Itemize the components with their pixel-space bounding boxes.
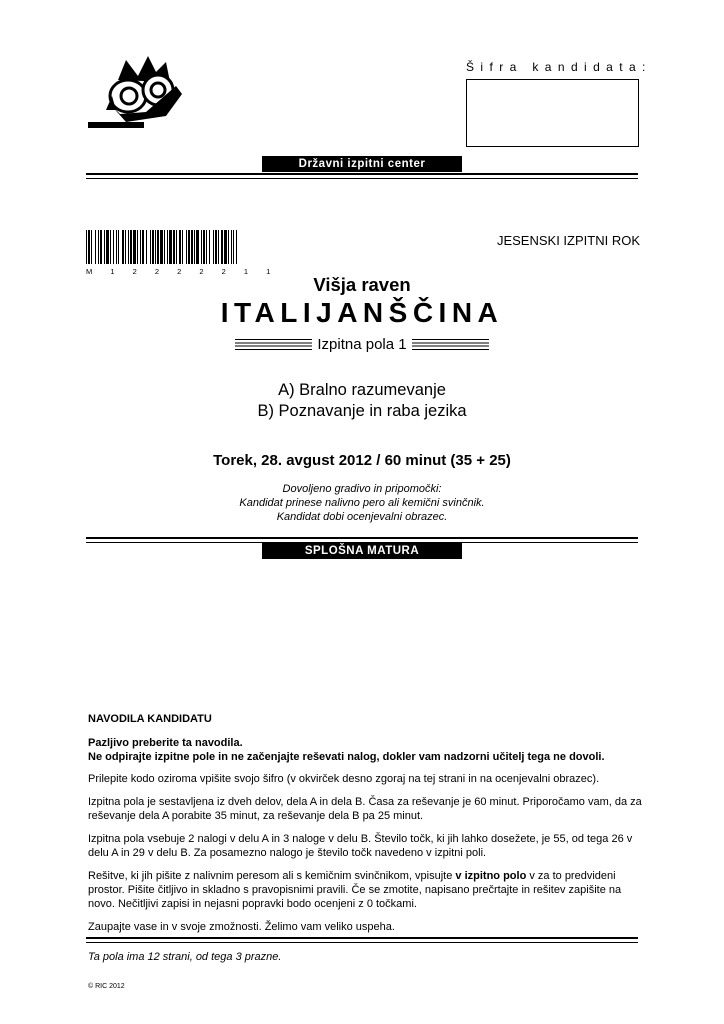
matura-banner: SPLOŠNA MATURA xyxy=(262,543,462,559)
exam-level: Višja raven xyxy=(313,274,411,295)
barcode-bar xyxy=(182,230,183,264)
barcode-bar xyxy=(128,230,129,264)
paper-title: Izpitna pola 1 xyxy=(317,335,407,353)
barcode-bar xyxy=(221,230,223,264)
materials-line-2: Kandidat prinese nalivno pero ali kemični svinčnik. xyxy=(239,497,485,509)
barcode-bar xyxy=(122,230,124,264)
barcode-bar xyxy=(157,230,159,264)
barcode-bar xyxy=(176,230,177,264)
barcode-bar xyxy=(116,230,117,264)
paper-title-row xyxy=(0,335,724,353)
instruction-paragraph-5: Zaupajte vase in v svoje zmožnosti. Želimo vam veliko uspeha. xyxy=(88,921,395,933)
barcode-bar xyxy=(215,230,217,264)
barcode-bar xyxy=(224,230,227,264)
candidate-code-box[interactable] xyxy=(466,79,639,147)
barcode-bar xyxy=(173,230,175,264)
header-rule-top xyxy=(86,173,638,175)
materials-line-3: Kandidat dobi ocenjevalni obrazec. xyxy=(276,511,448,523)
barcode-bar xyxy=(98,230,99,264)
barcode-bar xyxy=(179,230,181,264)
barcode-bar xyxy=(194,230,195,264)
barcode-bar xyxy=(150,230,151,264)
barcode-bar xyxy=(113,230,114,264)
barcode-bar xyxy=(169,230,172,264)
allowed-materials xyxy=(0,482,724,524)
hatch-right xyxy=(412,339,489,350)
barcode-bar xyxy=(118,230,119,264)
barcode-bar xyxy=(146,230,147,264)
barcode-bar xyxy=(203,230,205,264)
hatch-left xyxy=(235,339,312,350)
exam-date-duration: Torek, 28. avgust 2012 / 60 minut (35 + 25) xyxy=(213,452,511,469)
barcode-bar xyxy=(133,230,136,264)
materials-line-1: Dovoljeno gradivo in pripomočki: xyxy=(282,483,442,495)
barcode-bar xyxy=(104,230,105,264)
instructions-lead xyxy=(88,736,644,764)
instructions xyxy=(88,712,644,943)
barcode-bar xyxy=(100,230,102,264)
barcode-bar xyxy=(167,230,168,264)
barcode-bar xyxy=(233,230,234,264)
barcode-bar xyxy=(88,230,90,264)
p4-before: Rešitve, ki jih pišite z nalivnim peresom ali s kemičnim svinčnikom, vpisujte xyxy=(88,870,456,882)
barcode-bar xyxy=(160,230,163,264)
barcode-bar xyxy=(231,230,232,264)
exam-term: JESENSKI IZPITNI ROK xyxy=(496,233,640,248)
barcode-bar xyxy=(152,230,154,264)
footer-rule-bottom xyxy=(86,942,638,943)
barcode-bar xyxy=(201,230,202,264)
barcode-digits: M 1 2 2 2 2 2 1 1 xyxy=(86,267,279,276)
barcode-bar xyxy=(155,230,156,264)
matura-rule-top xyxy=(86,537,638,539)
p4-bold: v izpitno polo xyxy=(455,870,527,882)
ric-logo xyxy=(86,52,190,132)
barcode-bar xyxy=(213,230,214,264)
p4-after: v za to predvideni prostor. Pišite čitljivo in skladno s pravopisnimi pravili. Če se zmotite, napisano prečrtajte in rešitev zapišite na novo. Nečitljivi zapisi in nejasni popravki bodo ocenjeni z 0 točkami. xyxy=(88,870,622,910)
barcode-bar xyxy=(196,230,199,264)
barcode-bar xyxy=(191,230,193,264)
barcode-bar xyxy=(228,230,229,264)
instruction-paragraph-2: Izpitna pola je sestavljena iz dveh delov, dela A in dela B. Časa za reševanje je 60 minut. Priporočamo vam, da za reševanje dela A porabite 35 minut, za reševanje dela B pa 25 minut. xyxy=(88,796,642,822)
barcode-bar xyxy=(186,230,187,264)
barcode-bar xyxy=(106,230,109,264)
barcode-bar xyxy=(125,230,126,264)
exam-subject: ITALIJANŠČINA xyxy=(220,297,504,328)
lead-line-1: Pazljivo preberite ta navodila. xyxy=(88,737,243,749)
copyright: © RIC 2012 xyxy=(88,983,125,990)
barcode-bar xyxy=(209,230,210,264)
center-name-banner: Državni izpitni center xyxy=(262,156,462,172)
header-rule-bottom xyxy=(86,178,638,179)
barcode-bar xyxy=(130,230,132,264)
barcode xyxy=(86,230,240,264)
barcode-bar xyxy=(218,230,219,264)
barcode-bar xyxy=(188,230,190,264)
barcode-bar xyxy=(206,230,207,264)
candidate-code-label: Šifra kandidata: xyxy=(466,60,652,74)
instruction-paragraph-4 xyxy=(88,869,644,911)
barcode-bar xyxy=(140,230,141,264)
barcode-bar xyxy=(91,230,92,264)
barcode-bar xyxy=(137,230,138,264)
barcode-bar xyxy=(142,230,144,264)
barcode-bar xyxy=(86,230,87,264)
part-b: B) Poznavanje in raba jezika xyxy=(257,402,467,420)
barcode-bar xyxy=(95,230,96,264)
footer-rule-top xyxy=(86,937,638,939)
barcode-bar xyxy=(236,230,237,264)
pages-note: Ta pola ima 12 strani, od tega 3 prazne. xyxy=(88,951,282,963)
instruction-paragraph-3: Izpitna pola vsebuje 2 nalogi v delu A in 3 naloge v delu B. Število točk, ki jih lahko dosežete, je 55, od tega 26 v delu A in 29 v delu B. Za posamezno nalogo je število točk navedeno v izpitni poli. xyxy=(88,833,633,859)
barcode-bar xyxy=(164,230,165,264)
exam-parts xyxy=(0,380,724,422)
barcode-bar xyxy=(110,230,111,264)
part-a: A) Bralno razumevanje xyxy=(278,381,446,399)
instructions-heading: NAVODILA KANDIDATU xyxy=(88,713,212,725)
instruction-paragraph-1: Prilepite kodo oziroma vpišite svojo šifro (v okvirček desno zgoraj na tej strani in na ocenjevalni obrazec). xyxy=(88,773,600,785)
lead-line-2: Ne odpirajte izpitne pole in ne začenjajte reševati nalog, dokler vam nadzorni učitelj tega ne dovoli. xyxy=(88,751,605,763)
